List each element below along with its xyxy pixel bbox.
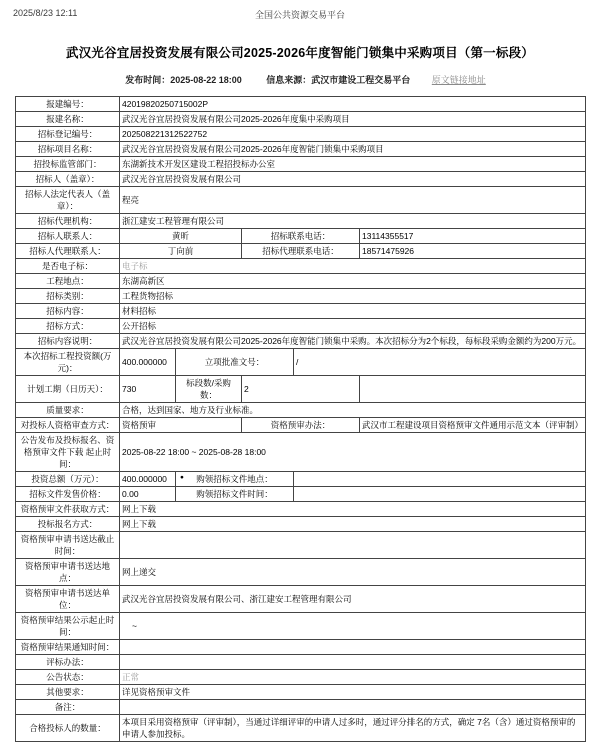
field-label-cell: [16, 244, 120, 259]
cell-text: 18571475926: [362, 246, 415, 256]
cell-text: 本项目采用资格预审（评审制），当通过详细评审的申请人过多时，通过评分排名的方式，确定 7名（含）通过资格预审的申请人参加投标。: [122, 717, 576, 739]
field-label-cell: [242, 418, 360, 433]
cell-text: 资格预审申请书送达截止时间：: [20, 534, 115, 556]
cell-text: 网上下载: [122, 519, 157, 529]
cell-text: 资格预审申请书送达地点：: [24, 561, 110, 583]
field-value-cell: [242, 376, 360, 403]
field-label-cell: [16, 715, 120, 742]
cell-text: 正常: [122, 672, 140, 682]
cell-text: 电子标: [122, 261, 148, 271]
cell-text: 合格，达到国家、地方及行业标准。: [122, 405, 259, 415]
field-value-cell: [120, 142, 586, 157]
cell-text: 资格预审: [122, 420, 157, 430]
field-value-cell: [120, 274, 586, 289]
cell-text: 0.00: [122, 489, 139, 499]
cell-text: 购领招标文件地点：: [196, 474, 273, 484]
cell-text: 投标报名方式：: [37, 519, 98, 529]
table-row: [16, 259, 586, 274]
field-value-cell: [120, 613, 586, 640]
field-label-cell: [16, 532, 120, 559]
table-row: [16, 274, 586, 289]
field-value-cell: [120, 502, 586, 517]
table-row: [16, 187, 586, 214]
cell-text: 工程地点：: [46, 276, 89, 286]
cell-text: 招标人代理联系人：: [29, 246, 106, 256]
cell-text: 报建编号：: [46, 99, 89, 109]
cell-text: 资格预审办法：: [270, 420, 331, 430]
field-label-cell: [16, 187, 120, 214]
cell-text: 招标代理联系电话：: [262, 246, 339, 256]
cell-text: 招标内容：: [46, 306, 89, 316]
cell-text: 对投标人资格审查方式：: [20, 420, 115, 430]
field-label-cell: [16, 376, 120, 403]
table-row: [16, 433, 586, 472]
cell-text: 公开招标: [122, 321, 157, 331]
field-label-cell: [16, 112, 120, 127]
cell-text: 浙江建安工程管理有限公司: [122, 216, 225, 226]
table-row: [16, 172, 586, 187]
cell-text: 招标代理机构：: [37, 216, 98, 226]
field-label-cell: [16, 142, 120, 157]
table-row: [16, 349, 586, 376]
field-label-cell: [16, 259, 120, 274]
field-value-cell: [120, 655, 586, 670]
cell-text: 资格预审文件获取方式：: [20, 504, 115, 514]
field-value-cell: [360, 229, 586, 244]
table-row: [16, 304, 586, 319]
field-label-cell: [16, 157, 120, 172]
cell-text: 是否电子标：: [41, 261, 93, 271]
cell-text: 备注：: [54, 702, 81, 712]
cell-text: 招标人联系人：: [37, 231, 98, 241]
cell-text: 丁向前: [167, 246, 194, 256]
field-label-cell: [242, 244, 360, 259]
field-label-cell: [242, 229, 360, 244]
field-label-cell: [16, 559, 120, 586]
field-label-cell: [16, 640, 120, 655]
table-row: [16, 289, 586, 304]
table-row: [16, 586, 586, 613]
cell-text: 武汉光谷宜居投资发展有限公司2025-2026年度智能门锁集中采购。本次招标分为2个标段，每标段采购金额约为200万元。: [122, 336, 582, 346]
record-table: [15, 96, 586, 742]
cell-text: 招标人法定代表人（盖章）：: [24, 189, 110, 211]
cell-text: 招标内容说明：: [37, 336, 98, 346]
field-value-cell: [120, 244, 242, 259]
table-row: [16, 532, 586, 559]
field-value-cell: [294, 349, 586, 376]
table-row: [16, 655, 586, 670]
field-label-cell: [16, 418, 120, 433]
table-row: [16, 376, 586, 403]
field-label-cell: [16, 433, 120, 472]
cell-text: 资格预审申请书送达单位：: [24, 588, 110, 610]
field-value-cell: [120, 259, 586, 274]
field-value-cell: [120, 685, 586, 700]
cell-text: 黄昕: [171, 231, 189, 241]
field-value-cell: [120, 289, 586, 304]
field-value-cell: [120, 559, 586, 586]
cell-text: 武汉光谷宜居投资发展有限公司、浙江建安工程管理有限公司: [122, 594, 352, 604]
field-label-cell: [16, 472, 120, 487]
field-value-cell: [120, 349, 176, 376]
field-label-cell: [176, 376, 242, 403]
field-label-cell: [16, 319, 120, 334]
cell-text: /: [296, 357, 299, 367]
cell-text: 招标类别：: [46, 291, 89, 301]
cell-text: 武汉光谷宜居投资发展有限公司: [122, 174, 242, 184]
cell-text: 招标方式：: [46, 321, 89, 331]
cell-text: 质量要求：: [46, 405, 89, 415]
cell-text: 资格预审结果公示起止时间：: [20, 615, 115, 637]
field-label-cell: [16, 172, 120, 187]
field-label-cell: [16, 685, 120, 700]
table-row: [16, 334, 586, 349]
field-label-cell: [16, 670, 120, 685]
platform-name: 全国公共资源交易平台: [254, 10, 345, 20]
field-value-cell: [120, 532, 586, 559]
cell-text: 2: [244, 384, 249, 394]
cell-text: 报建名称：: [46, 114, 89, 124]
cell-text: 评标办法：: [46, 657, 89, 667]
cell-text: 2025-08-22 18:00 ~ 2025-08-28 18:00: [122, 447, 266, 457]
field-value-cell: [120, 319, 586, 334]
bullet-icon: ●: [180, 474, 184, 481]
field-value-cell: [120, 403, 586, 418]
field-value-cell: [120, 517, 586, 532]
cell-text: 武汉光谷宜居投资发展有限公司2025-2026年度智能门锁集中采购项目: [122, 144, 384, 154]
field-value-cell: [120, 670, 586, 685]
field-value-cell: [120, 97, 586, 112]
field-value-cell: [120, 640, 586, 655]
field-value-cell: [120, 418, 242, 433]
cell-text: 合格投标人的数量：: [29, 723, 106, 733]
cell-text: 东湖新技术开发区建设工程招投标办公室: [122, 159, 276, 169]
field-label-cell: [16, 613, 120, 640]
print-header: [0, 0, 600, 21]
field-label-cell: [16, 487, 120, 502]
cell-text: 程亮: [122, 195, 140, 205]
table-row: [16, 559, 586, 586]
field-value-cell: [120, 229, 242, 244]
cell-text: 招标联系电话：: [270, 231, 331, 241]
field-value-cell: [120, 214, 586, 229]
table-row: [16, 319, 586, 334]
field-label-cell: [16, 229, 120, 244]
field-value-cell: [120, 112, 586, 127]
cell-text: 招标人（盖章）：: [35, 174, 100, 184]
cell-text: 网上下载: [122, 504, 157, 514]
cell-text: 公告状态：: [46, 672, 89, 682]
field-label-cell: [176, 487, 294, 502]
field-label-cell: [16, 274, 120, 289]
page-title: 武汉光谷宜居投资发展有限公司2025-2026年度智能门锁集中采购项目（第一标段）: [66, 46, 534, 60]
table-row: [16, 613, 586, 640]
field-value-cell: [120, 700, 586, 715]
info-source-text: 信息来源：武汉市建设工程交易平台: [266, 75, 411, 85]
publish-time-text: 发布时间：2025-08-22 18:00: [125, 75, 242, 85]
table-row: [16, 700, 586, 715]
cell-text: 招标登记编号：: [37, 129, 98, 139]
cell-text: 武汉光谷宜居投资发展有限公司2025-2026年度集中采购项目: [122, 114, 350, 124]
field-label-cell: [16, 127, 120, 142]
table-row: [16, 715, 586, 742]
field-label-cell: [16, 517, 120, 532]
cell-text: 400.000000: [122, 474, 167, 484]
cell-text: 招标文件发售价格：: [29, 489, 106, 499]
cell-text: 材料招标: [122, 306, 157, 316]
cell-text: 730: [122, 384, 137, 394]
field-label-cell: [176, 349, 294, 376]
cell-text: 东湖高新区: [122, 276, 165, 286]
field-label-cell: [176, 472, 294, 487]
table-row: [16, 502, 586, 517]
field-value-cell: [360, 244, 586, 259]
field-label-cell: [16, 586, 120, 613]
table-row: [16, 214, 586, 229]
field-value-cell: [120, 586, 586, 613]
cell-text: 公告发布及投标报名、资格预审文件下载 起止时间：: [20, 435, 115, 469]
field-value-cell: [120, 715, 586, 742]
field-label-cell: [16, 97, 120, 112]
cell-text: 武汉市工程建设项目资格预审文件通用示范文本（评审制）: [362, 420, 584, 430]
cell-text: 400.000000: [122, 357, 167, 367]
cell-text: 招标项目名称：: [37, 144, 98, 154]
cell-text: 标段数/采购数：: [186, 378, 231, 400]
cell-text: 工程货物招标: [122, 291, 174, 301]
print-datetime: 2025/8/23 12:11: [13, 8, 78, 18]
field-label-cell: [16, 289, 120, 304]
cell-text: 详见资格预审文件: [122, 687, 191, 697]
field-value-cell: [294, 472, 586, 487]
table-row: [16, 97, 586, 112]
table-row: [16, 487, 586, 502]
table-row: [16, 640, 586, 655]
table-row: [16, 244, 586, 259]
table-row: [16, 517, 586, 532]
table-row: [16, 142, 586, 157]
field-value-cell: [120, 487, 176, 502]
cell-text: 计划工期（日历天）：: [27, 384, 108, 394]
field-label-cell: [16, 655, 120, 670]
field-value-cell: [294, 487, 586, 502]
field-label-cell: [16, 304, 120, 319]
field-value-cell: [120, 172, 586, 187]
cell-text: 其他要求：: [46, 687, 89, 697]
cell-text: 投资总额（万元）：: [31, 474, 104, 484]
cell-text: ~: [132, 621, 137, 631]
table-row: [16, 472, 586, 487]
cell-text: 立项批准文号：: [204, 357, 265, 367]
table-row: [16, 112, 586, 127]
field-label-cell: [16, 502, 120, 517]
field-label-cell: [16, 334, 120, 349]
original-link[interactable]: 原文链接地址: [431, 75, 486, 85]
field-label-cell: [16, 700, 120, 715]
cell-text: 202508221312522752: [122, 129, 208, 139]
cell-text: 13114355517: [362, 231, 414, 241]
field-label-cell: [16, 349, 120, 376]
field-value-cell: [120, 472, 176, 487]
cell-text: 42019820250715002P: [122, 99, 209, 109]
field-value-cell: [120, 187, 586, 214]
table-row: [16, 403, 586, 418]
table-row: [16, 127, 586, 142]
field-label-cell: [16, 214, 120, 229]
table-row: [16, 670, 586, 685]
cell-text: 购领招标文件时间：: [196, 489, 273, 499]
field-value-cell: [120, 433, 586, 472]
meta-line: [0, 73, 600, 86]
table-row: [16, 685, 586, 700]
field-value-cell: [120, 304, 586, 319]
cell-text: 网上递交: [122, 567, 157, 577]
field-value-cell: [120, 157, 586, 172]
field-value-cell: [360, 376, 586, 403]
field-value-cell: [360, 418, 586, 433]
field-label-cell: [16, 403, 120, 418]
field-value-cell: [120, 334, 586, 349]
cell-text: 资格预审结果通知时间：: [20, 642, 115, 652]
table-row: [16, 229, 586, 244]
cell-text: 本次招标工程投资额(万元)：: [23, 351, 112, 373]
field-value-cell: [120, 127, 586, 142]
field-value-cell: [120, 376, 176, 403]
table-row: [16, 418, 586, 433]
table-row: [16, 157, 586, 172]
cell-text: 招投标监管部门：: [33, 159, 102, 169]
